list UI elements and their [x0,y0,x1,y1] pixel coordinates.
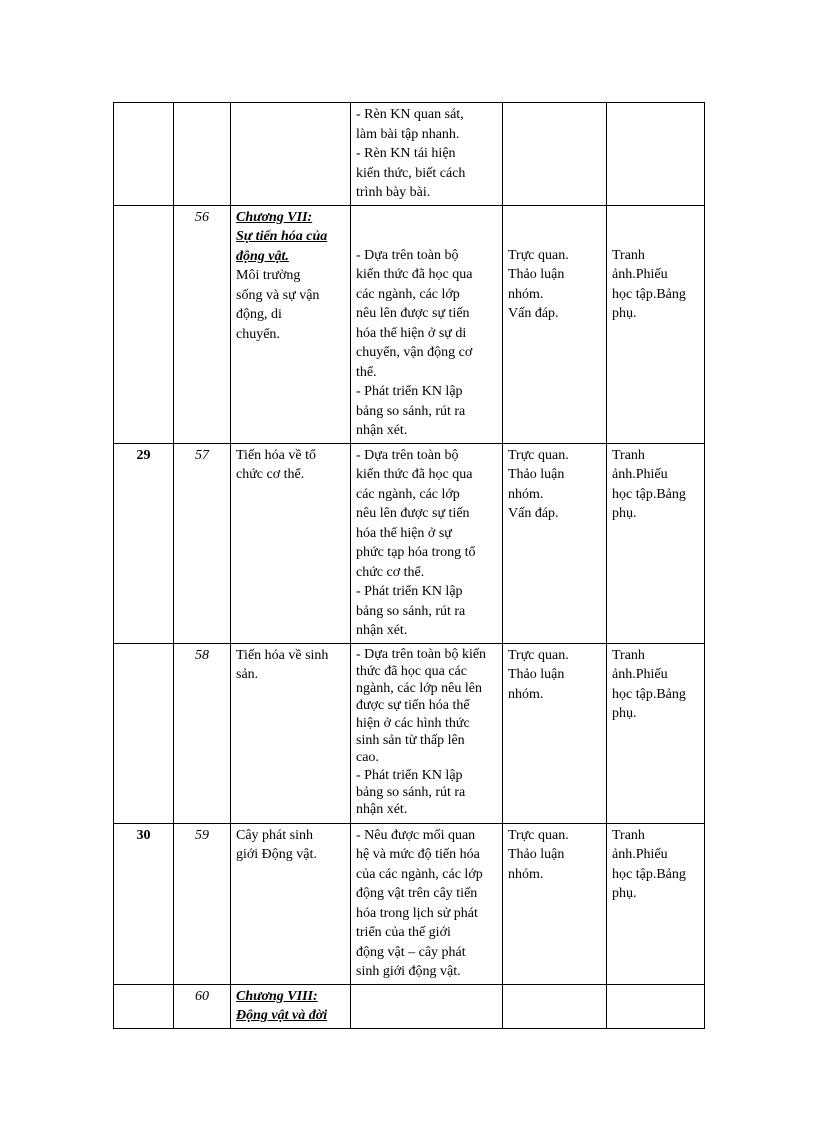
materials-cell [607,205,705,443]
week-cell [114,984,174,1028]
methods-cell [503,443,607,643]
method-line: Thảo luận [508,267,565,282]
method-line: Trực quan. [508,247,569,263]
objective-line: thức đã học qua các [356,663,467,679]
week-cell [114,103,174,206]
material-line: phụ. [612,706,637,721]
objective-line: sinh sản từ thấp lên [356,732,465,748]
lesson-title-line: Cây phát sinh [236,827,313,843]
objective-line: được sự tiến hóa thể [356,698,470,714]
table-row [114,205,705,443]
lesson-title-line: sống và sự vận [236,287,320,303]
objective-line: kiến thức đã học qua [356,467,473,482]
lesson-title-line: chức cơ thể. [236,467,305,482]
objectives-cell [351,103,503,206]
materials-cell [607,103,705,206]
lesson-number-cell: 60 [174,984,231,1028]
objective-line: - Nêu được mối quan [356,827,476,843]
material-line: phụ. [612,506,637,521]
objective-line: - Phát triển KN lập [356,384,463,399]
method-line: nhóm. [508,486,544,502]
material-line: Tranh [612,447,645,463]
lesson-number-cell: 58 [174,643,231,823]
objective-line: sinh giới động vật. [356,964,461,979]
objective-line: nêu lên được sự tiến [356,506,470,521]
material-line: ảnh.Phiếu [612,267,668,282]
method-line: nhóm. [508,686,544,702]
lesson-number-cell: 56 [174,205,231,443]
material-line: ảnh.Phiếu [612,667,668,682]
objective-line: bảng so sánh, rút ra [356,603,466,619]
material-line: học tập.Bảng [612,686,686,702]
lesson-title-cell [231,103,351,206]
objective-line: kiến thức đã học qua [356,267,473,282]
objective-line: chuyển, vận động cơ [356,345,473,360]
objective-line: nêu lên được sự tiến [356,306,470,321]
objective-line: trình bày bài. [356,185,431,200]
objective-line: thể. [356,364,377,380]
lesson-title-line: Môi trường [236,268,301,283]
material-line: Tranh [612,247,645,263]
materials-cell [607,643,705,823]
lesson-plan-table [113,102,705,1029]
objective-line: phức tạp hóa trong tổ [356,545,476,560]
objective-line: - Phát triển KN lập [356,584,463,599]
method-line: Trực quan. [508,647,569,663]
objective-line: triển của thế giới [356,925,451,940]
lesson-title-cell [231,823,351,984]
chapter-heading: động vật. [236,248,289,264]
chapter-heading: Chương VII: [236,209,313,225]
lesson-title-line: Tiến hóa về tổ [236,447,316,463]
material-line: Tranh [612,827,645,843]
objective-line: làm bài tập nhanh. [356,126,460,142]
objective-line: động vật trên cây tiến [356,886,478,901]
week-cell: 30 [114,823,174,984]
lesson-title-line: động, di [236,307,282,322]
week-cell [114,643,174,823]
objective-line: kiến thức, biết cách [356,165,466,181]
table-row [114,984,705,1028]
method-line: Thảo luận [508,467,565,482]
lesson-title-cell [231,443,351,643]
chapter-heading: Chương VIII: [236,988,318,1004]
objective-line: ngành, các lớp nêu lên [356,681,482,697]
objective-line: - Dựa trên toàn bộ kiến [356,646,487,662]
methods-cell [503,643,607,823]
table-row [114,443,705,643]
objective-line: hệ và mức độ tiến hóa [356,847,480,862]
methods-cell [503,103,607,206]
method-line: nhóm. [508,286,544,302]
methods-cell [503,205,607,443]
material-line: ảnh.Phiếu [612,467,668,482]
lesson-number-cell: 57 [174,443,231,643]
materials-cell [607,823,705,984]
objective-line: hóa trong lịch sử phát [356,905,478,921]
objective-line: cao. [356,750,379,766]
material-line: phụ. [612,306,637,321]
method-line: nhóm. [508,866,544,882]
objective-line: hóa thể hiện ở sự di [356,325,467,341]
materials-cell [607,984,705,1028]
objectives-cell [351,984,503,1028]
lesson-title-cell [231,205,351,443]
method-line: Vấn đáp. [508,506,559,521]
objectives-cell [351,823,503,984]
material-line: Tranh [612,647,645,663]
material-line: ảnh.Phiếu [612,847,668,862]
objective-line: bảng so sánh, rút ra [356,403,466,419]
materials-cell [607,443,705,643]
lesson-number-cell: 59 [174,823,231,984]
material-line: học tập.Bảng [612,486,686,502]
objective-line: hóa thể hiện ở sự [356,525,452,541]
objective-line: chức cơ thể. [356,564,425,580]
objective-line: các ngành, các lớp [356,486,460,502]
objective-line: - Dựa trên toàn bộ [356,247,459,263]
objectives-cell [351,205,503,443]
objective-line: nhận xét. [356,423,408,438]
table-row [114,103,705,206]
methods-cell [503,984,607,1028]
material-line: học tập.Bảng [612,286,686,302]
objective-line: hiện ở các hình thức [356,715,470,731]
objective-line: - Dựa trên toàn bộ [356,447,459,463]
week-cell [114,205,174,443]
objective-line: - Rèn KN tái hiện [356,146,456,161]
objectives-cell [351,443,503,643]
objectives-cell [351,643,503,823]
method-line: Thảo luận [508,847,565,862]
objective-line: của các ngành, các lớp [356,866,483,882]
method-line: Trực quan. [508,447,569,463]
objective-line: nhận xét. [356,623,408,638]
method-line: Thảo luận [508,667,565,682]
objective-line: - Rèn KN quan sát, [356,107,464,122]
method-line: Vấn đáp. [508,306,559,321]
objective-line: động vật – cây phát [356,944,466,960]
objective-line: các ngành, các lớp [356,286,460,302]
lesson-title-line: Tiến hóa về sinh [236,647,329,663]
lesson-title-cell [231,643,351,823]
methods-cell [503,823,607,984]
material-line: phụ. [612,886,637,901]
objective-line: bảng so sánh, rút ra [356,784,466,800]
material-line: học tập.Bảng [612,866,686,882]
lesson-title-cell [231,984,351,1028]
table-row [114,643,705,823]
week-cell: 29 [114,443,174,643]
chapter-heading: Sự tiến hóa của [236,229,328,244]
chapter-heading: Động vật và đời [236,1008,328,1023]
lesson-title-line: sản. [236,667,259,682]
table-row [114,823,705,984]
objective-line: - Phát triển KN lập [356,767,463,783]
lesson-title-line: giới Động vật. [236,847,317,862]
lesson-title-line: chuyển. [236,326,280,342]
lesson-number-cell [174,103,231,206]
objective-line: nhận xét. [356,802,408,818]
method-line: Trực quan. [508,827,569,843]
